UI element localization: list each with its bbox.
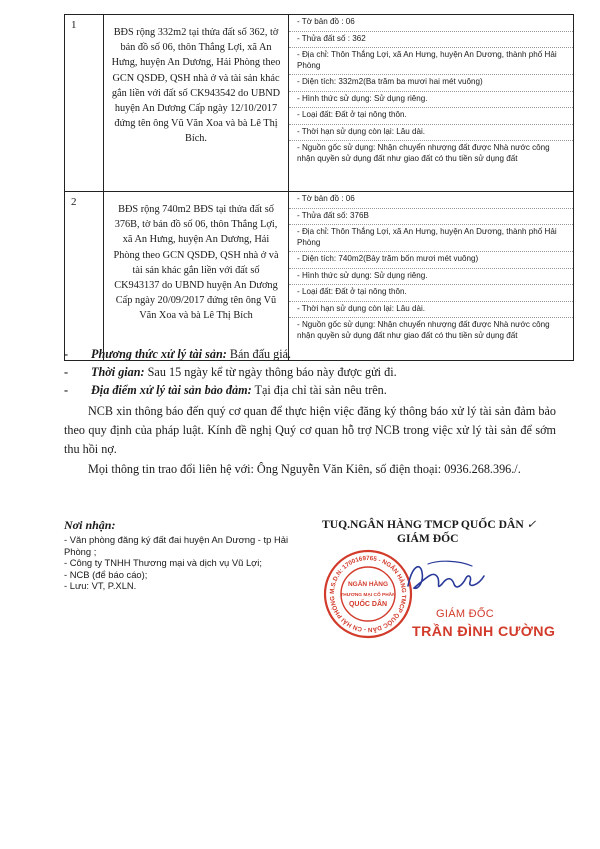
detail-line: - Địa chỉ: Thôn Thắng Lợi, xã An Hưng, huyện An Dương, thành phố Hải Phòng [289, 48, 573, 75]
handwritten-signature-icon [398, 556, 498, 600]
stamp-name: TRẦN ĐÌNH CƯỜNG [412, 624, 556, 640]
detail-line: - Hình thức sử dụng: Sử dụng riêng. [289, 269, 573, 286]
bullet-time [64, 363, 554, 381]
notice-paragraph: NCB xin thông báo đến quý cơ quan để thực hiện việc đăng ký thông báo xử lý tài sản đảm bảo theo quy định của pháp luật. Kính đề nghị Quý cơ quan hỗ trợ NCB trong việc xử lý tài sản để sớm thu hồi nợ. [64, 404, 556, 456]
detail-line: - Nguồn gốc sử dụng: Nhận chuyển nhượng đất được Nhà nước công nhận quyền sử dụng đất như giao đất có thu tiền sử dụng đất [297, 143, 550, 163]
asset-table [64, 14, 574, 361]
signer-organization [322, 517, 562, 532]
table-row [65, 192, 574, 361]
detail-line: - Thời hạn sử dụng còn lại: Lâu dài. [289, 125, 573, 142]
detail-line: - Loại đất: Đất ở tại nông thôn. [289, 285, 573, 302]
bullet-label: Địa điểm xử lý tài sản bảo đảm: [91, 383, 252, 397]
signature-block [322, 517, 562, 546]
bullet-value: Sau 15 ngày kể từ ngày thông báo này được gửi đi. [144, 365, 397, 379]
detail-line: - Hình thức sử dụng: Sử dụng riêng. [289, 92, 573, 109]
bullet-value: Bán đấu giá. [226, 347, 292, 361]
seal-ring-text: M.S.D.N: 1700169765 - NGÂN HÀNG TMCP QUỐC DÂN - CN HẢI PHÒNG [328, 554, 408, 634]
processing-info [64, 345, 554, 399]
recipient-item: - NCB (để báo cáo); [64, 568, 148, 580]
table-row [65, 15, 574, 192]
bullet-location [64, 381, 554, 399]
row-number: 1 [65, 15, 104, 192]
recipient-item: - Văn phòng đăng ký đất đai huyện An Dương - tp Hải Phòng ; [64, 534, 289, 557]
bullet-dash: - [64, 383, 69, 397]
signer-title: GIÁM ĐỐC [397, 532, 459, 545]
recipient-item: - Công ty TNHH Thương mại và dịch vụ Vũ Lợi; [64, 557, 262, 568]
contact-paragraph: Mọi thông tin trao đổi liên hệ với: Ông Nguyễn Văn Kiên, số điện thoại: 0936.268.396./. [88, 462, 521, 476]
detail-line: - Diện tích: 332m2(Ba trăm ba mươi hai mét vuông) [289, 75, 573, 92]
asset-description: BĐS rộng 332m2 tại thửa đất số 362, tờ bản đồ số 06, thôn Thắng Lợi, xã An Hưng, huyện An Dương, Hải Phòng theo GCN QSDĐ, QSH nhà ở và tài sản khác gắn liền với đất số CK943542 do UBND huyện An Dương Cấp ngày 12/10/2017 đứng tên ông Vũ Văn Xoa và bà Lê Thị Bích. [104, 15, 289, 192]
detail-line: - Thửa đất số: 376B [289, 209, 573, 226]
bullet-label: Phương thức xử lý tài sản: [91, 347, 227, 361]
asset-details [289, 192, 574, 361]
asset-details [289, 15, 574, 192]
detail-line: - Tờ bản đồ : 06 [289, 192, 573, 209]
seal-center-line-1: NGÂN HÀNG [347, 581, 389, 588]
seal-center-line-3: QUỐC DÂN [348, 601, 388, 608]
bullet-method [64, 345, 554, 363]
detail-line: - Thời hạn sử dụng còn lại: Lâu dài. [289, 302, 573, 319]
row-number: 2 [65, 192, 104, 361]
bullet-dash: - [64, 365, 69, 379]
asset-description: BĐS rộng 740m2 BĐS tại thửa đất số 376B, tờ bản đồ số 06, thôn Thắng Lợi, xã An Hưng, huyện An Dương, Hải Phòng theo GCN QSDĐ, QSH nhà ở và tài sản khác gắn liền với đất số CK943137 do UBND huyện An Dương Cấp ngày 20/09/2017 đứng tên ông Vũ Văn Xoa và bà Lê Thị Bích [104, 192, 289, 361]
recipients-title: Nơi nhận: [64, 518, 116, 532]
detail-line: - Nguồn gốc sử dụng: Nhận chuyển nhượng đất được Nhà nước công nhận quyền sử dụng đất như giao đất có thu tiền sử dụng đất [297, 320, 550, 340]
detail-line: - Địa chỉ: Thôn Thắng Lợi, xã An Hưng, huyện An Dương, thành phố Hải Phòng [289, 225, 573, 252]
detail-line: - Loại đất: Đất ở tại nông thôn. [289, 108, 573, 125]
detail-line: - Diện tích: 740m2(Bảy trăm bốn mươi mét vuông) [289, 252, 573, 269]
bullet-value: Tại địa chỉ tài sản nêu trên. [251, 383, 387, 397]
recipients-block [64, 518, 314, 592]
detail-line: - Tờ bản đồ : 06 [289, 15, 573, 32]
seal-center-line-2: THƯƠNG MẠI CỔ PHẦN [340, 593, 396, 598]
signer-org-text: TUQ.NGÂN HÀNG TMCP QUỐC DÂN [322, 518, 524, 531]
bullet-dash: - [64, 347, 69, 361]
bullet-label: Thời gian: [91, 365, 145, 379]
stamp-title: GIÁM ĐỐC [436, 608, 495, 620]
check-mark-icon: ✓ [526, 518, 537, 531]
recipient-item: - Lưu: VT, P.XLN. [64, 580, 137, 591]
detail-line: - Thửa đất số : 362 [289, 32, 573, 49]
